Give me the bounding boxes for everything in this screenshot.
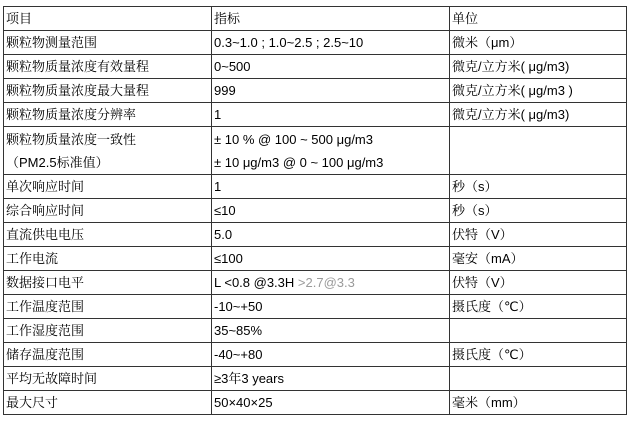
table-row	[4, 31, 627, 55]
cell-unit: 摄氏度（℃）	[450, 295, 627, 319]
cell-unit: 伏特（V）	[450, 223, 627, 247]
cell-spec: 1	[212, 103, 450, 127]
table-row	[4, 127, 627, 175]
cell-spec: 0.3~1.0 ; 1.0~2.5 ; 2.5~10	[212, 31, 450, 55]
table-row	[4, 247, 627, 271]
table-header-row	[4, 7, 627, 31]
cell-spec-line2: ± 10 μg/m3 @ 0 ~ 100 μg/m3	[214, 154, 384, 170]
table-row	[4, 175, 627, 199]
table-row	[4, 223, 627, 247]
table-row	[4, 103, 627, 127]
cell-spec	[212, 127, 450, 175]
cell-unit: 秒（s）	[450, 175, 627, 199]
cell-unit: 伏特（V）	[450, 271, 627, 295]
cell-item: 储存温度范围	[4, 343, 212, 367]
cell-item: 数据接口电平	[4, 271, 212, 295]
cell-item: 工作温度范围	[4, 295, 212, 319]
cell-spec: 5.0	[212, 223, 450, 247]
cell-item: 直流供电电压	[4, 223, 212, 247]
cell-spec: 1	[212, 175, 450, 199]
table-row	[4, 199, 627, 223]
cell-unit: 毫安（mA）	[450, 247, 627, 271]
cell-spec: ≤10	[212, 199, 450, 223]
cell-item: 颗粒物测量范围	[4, 31, 212, 55]
cell-spec: 0~500	[212, 55, 450, 79]
table-row	[4, 391, 627, 415]
table-row	[4, 343, 627, 367]
specifications-table	[3, 6, 627, 415]
header-spec: 指标	[212, 7, 450, 31]
cell-spec: ≥3年3 years	[212, 367, 450, 391]
cell-spec: 50×40×25	[212, 391, 450, 415]
table-row	[4, 319, 627, 343]
cell-item: 工作湿度范围	[4, 319, 212, 343]
table-row	[4, 295, 627, 319]
table-row	[4, 271, 627, 295]
cell-unit	[450, 127, 627, 175]
cell-spec	[212, 271, 450, 295]
cell-unit	[450, 367, 627, 391]
cell-item: 最大尺寸	[4, 391, 212, 415]
cell-item: 颗粒物质量浓度有效量程	[4, 55, 212, 79]
cell-item: 颗粒物质量浓度分辨率	[4, 103, 212, 127]
table-row	[4, 79, 627, 103]
header-unit: 单位	[450, 7, 627, 31]
cell-unit	[450, 319, 627, 343]
table-row	[4, 367, 627, 391]
cell-spec: -40~+80	[212, 343, 450, 367]
cell-spec: 35~85%	[212, 319, 450, 343]
cell-unit: 微克/立方米( μg/m3)	[450, 103, 627, 127]
cell-item: 平均无故障时间	[4, 367, 212, 391]
cell-spec: 999	[212, 79, 450, 103]
cell-spec-secondary: >2.7@3.3	[297, 274, 355, 290]
cell-item-line1: 颗粒物质量浓度一致性	[6, 131, 137, 147]
cell-unit: 摄氏度（℃）	[450, 343, 627, 367]
cell-unit: 毫米（mm）	[450, 391, 627, 415]
cell-item	[4, 127, 212, 175]
cell-item: 单次响应时间	[4, 175, 212, 199]
cell-unit: 微克/立方米( μg/m3 )	[450, 79, 627, 103]
cell-item: 颗粒物质量浓度最大量程	[4, 79, 212, 103]
cell-unit: 微克/立方米( μg/m3)	[450, 55, 627, 79]
cell-unit: 微米（μm）	[450, 31, 627, 55]
cell-unit: 秒（s）	[450, 199, 627, 223]
cell-spec: -10~+50	[212, 295, 450, 319]
table-row	[4, 55, 627, 79]
cell-spec-line1: ± 10 % @ 100 ~ 500 μg/m3	[214, 131, 373, 147]
cell-item-line2: （PM2.5标准值）	[6, 154, 109, 170]
cell-spec-primary: L <0.8 @3.3H	[214, 274, 298, 290]
cell-item: 工作电流	[4, 247, 212, 271]
cell-item: 综合响应时间	[4, 199, 212, 223]
cell-spec: ≤100	[212, 247, 450, 271]
header-item: 项目	[4, 7, 212, 31]
